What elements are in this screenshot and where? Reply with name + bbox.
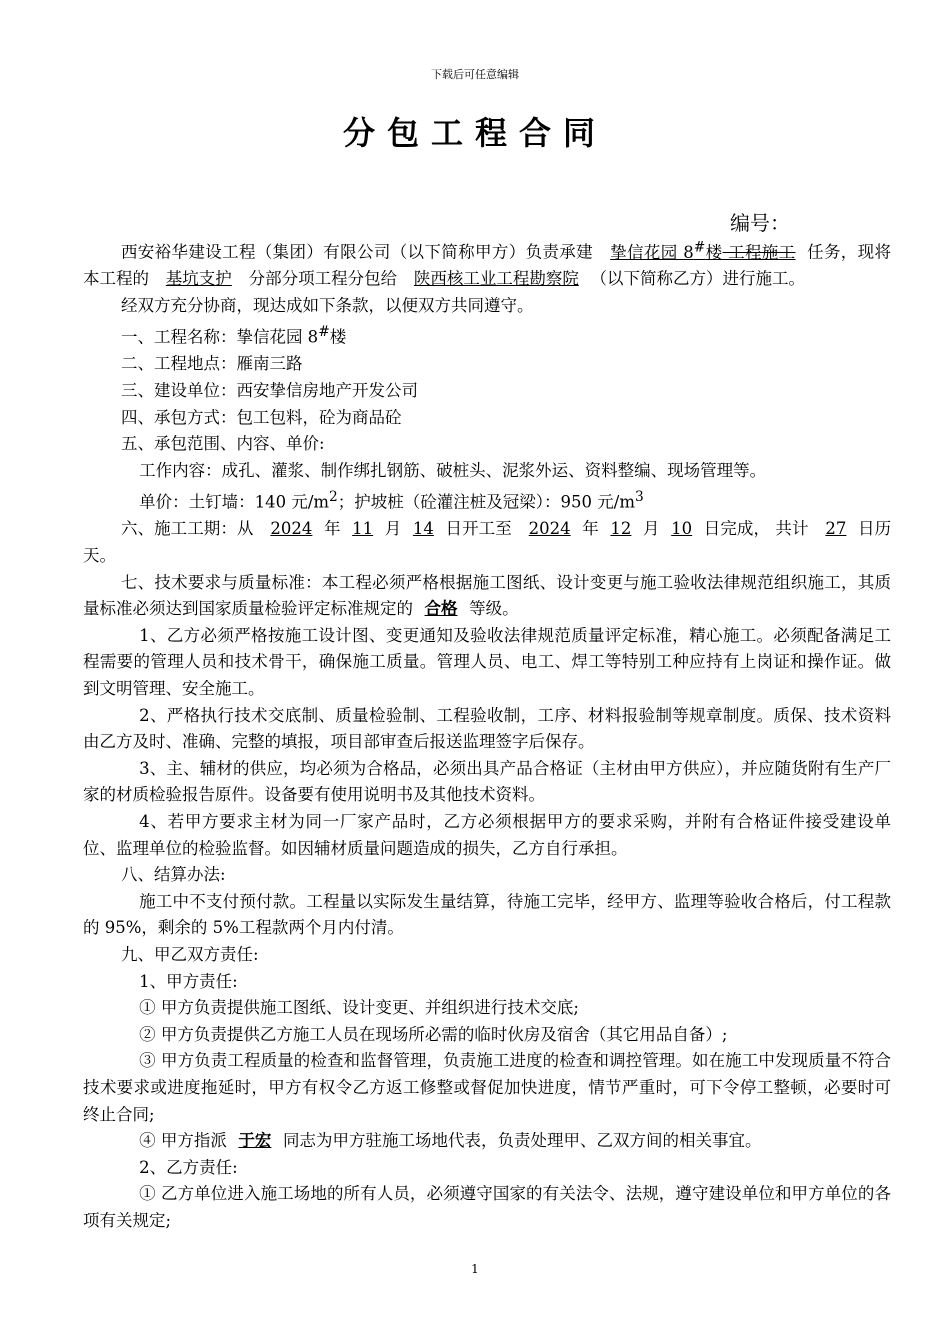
- contract-body: [83, 234, 891, 1234]
- struck-text: 工程施工: [722, 242, 796, 262]
- header-note: 下载后可任意编辑: [431, 68, 519, 81]
- start-day: 14: [412, 519, 434, 539]
- item-project-name: 一、工程名称：挚信花园 8#楼: [120, 324, 347, 347]
- item-construction-unit: 三、建设单位：西安挚信房地产开发公司: [120, 380, 418, 400]
- item-quality: 七、技术要求与质量标准：本工程必须严格根据施工图纸、设计变更与施工验收法律规范组织施工，其质量标准必须达到国家质量检验评定标准规定的 合格 等级。: [83, 572, 891, 619]
- project-name-field: 挚信花园 8#楼 工程施工: [610, 239, 796, 262]
- quality-clause-2: 2、严格执行技术交底制、质量检验制、工程验收制，工序、材料报验制等规章制度。质保、技术资料由乙方及时、准确、完整的填报，项目部审查后报送监理签字后保存。: [83, 705, 891, 752]
- start-month: 11: [352, 519, 374, 539]
- item-scope: 五、承包范围、内容、单价:: [120, 434, 325, 454]
- end-day: 10: [671, 519, 693, 539]
- total-days: 27: [825, 519, 847, 539]
- end-year: 2024: [528, 519, 571, 539]
- party-a-clause-4: ④ 甲方指派 于宏 同志为甲方驻施工场地代表，负责处理甲、乙双方间的相关事宜。: [139, 1131, 762, 1151]
- agreement-paragraph: 经双方充分协商，现达成如下条款，以便双方共同遵守。: [120, 295, 534, 315]
- part-field: 基坑支护: [165, 269, 232, 289]
- item-project-site: 二、工程地点：雁南三路: [120, 354, 303, 374]
- item-responsibilities: 九、甲乙双方责任:: [120, 944, 259, 964]
- party-b-clause-1: ① 乙方单位进入施工场地的所有人员，必须遵守国家的有关法令、法规，遵守建设单位和甲方单位的各项有关规定;: [83, 1184, 891, 1230]
- settlement-text: 施工中不支付预付款。工程量以实际发生量结算，待施工完毕，经甲方、监理等验收合格后，付工程款的 95%，剩余的 5%工程款两个月内付清。: [83, 891, 891, 938]
- page-title: 分包工程合同: [342, 114, 607, 152]
- page-number: 1: [471, 1262, 479, 1276]
- start-year: 2024: [270, 519, 313, 539]
- unit-price: 单价：土钉墙：140 元$/m^2$；护坡桩（砼灌注桩及冠梁）：950 元$/m^3$: [139, 489, 644, 512]
- quality-clause-4: 4、若甲方要求主材为同一厂家产品时，乙方必须根据甲方的要求采购，并附有合格证件接受建设单位、监理单位的检验监督。如因辅材质量问题造成的损失，乙方自行承担。: [83, 811, 891, 858]
- subcontractor-field: 陕西核工业工程勘察院: [413, 269, 579, 289]
- quality-clause-1: 1、乙方必须严格按施工设计图、变更通知及验收法律规范质量评定标准，精心施工。必须配备满足工程需要的管理人员和技术骨干，确保施工质量。管理人员、电工、焊工等特别工种应持有上岗证和操作证。做到文明管理、安全施工。: [83, 625, 891, 698]
- party-a-clause-3: ③ 甲方负责工程质量的检查和监督管理，负责施工进度的检查和调控管理。如在施工中发现质量不符合技术要求或进度拖延时，甲方有权令乙方返工修整或督促加快进度，情节严重时，可下令停工整顿，必要时可终止合同;: [83, 1051, 891, 1124]
- item-settlement: 八、结算办法:: [120, 865, 226, 885]
- item-contract-mode: 四、承包方式：包工包料，砼为商品砼: [120, 407, 402, 427]
- work-content: 工作内容：成孔、灌浆、制作绑扎钢筋、破桩头、泥浆外运、资料整编、现场管理等。: [139, 460, 767, 480]
- party-a-clause-2: ② 甲方负责提供乙方施工人员在现场所必需的临时伙房及宿舍（其它用品自备）;: [139, 1024, 728, 1044]
- party-a-clause-1: ① 甲方负责提供施工图纸、设计变更、并组织进行技术交底;: [139, 998, 579, 1018]
- item-period: 六、施工工期：从 2024 年 11 月 14 日开工至 2024 年 12 月 10 日完成， 共计 27 日历天。: [83, 519, 892, 566]
- end-month: 12: [610, 519, 632, 539]
- representative-name: 于宏: [238, 1131, 272, 1151]
- party-b-title: 2、乙方责任:: [139, 1157, 238, 1177]
- quality-clause-3: 3、主、辅材的供应，均必须为合格品，必须出具产品合格证（主材由甲方供应），并应随货附有生产厂家的材质检验报告原件。设备要有使用说明书及其他技术资料。: [83, 758, 891, 805]
- quality-grade: 合格: [424, 599, 458, 619]
- party-a-title: 1、甲方责任:: [139, 971, 238, 991]
- contract-number-label: 编号：: [730, 211, 790, 235]
- intro-paragraph: 西安裕华建设工程（集团）有限公司（以下简称甲方）负责承建 挚信花园 8#楼 工程施工 任务，现将本工程的 基坑支护 分部分项工程分包给 陕西核工业工程勘察院 （以下简称乙方）进行施工。: [83, 239, 892, 289]
